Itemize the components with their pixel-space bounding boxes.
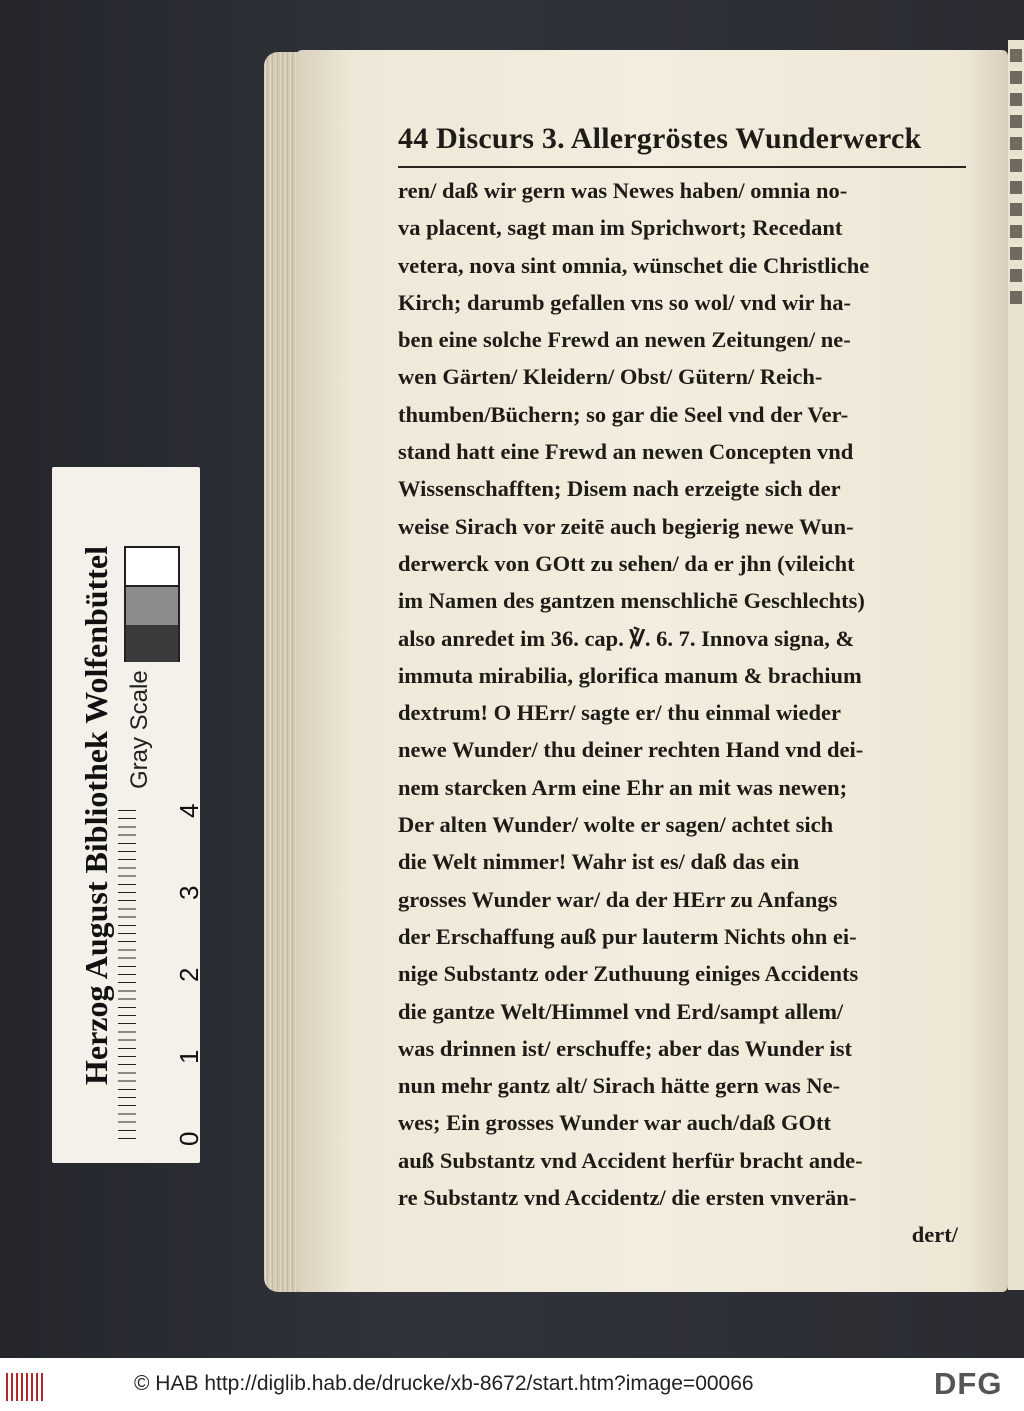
- text-line: nige Substantz oder Zuthuung einiges Accidents: [398, 961, 859, 987]
- text-line: immuta mirabilia, glorifica manum & brachium: [398, 662, 862, 688]
- text-line: Kirch; darumb gefallen vns so wol/ vnd wir ha-: [398, 289, 851, 315]
- ruler-number: 0: [174, 1131, 204, 1147]
- text-line: newe Wunder/ thu deiner rechten Hand vnd dei-: [398, 737, 864, 763]
- text-line: die Welt nimmer! Wahr ist es/ daß das ein: [398, 849, 800, 875]
- text-line: also anredet im 36. cap. ℣. 6. 7. Innova signa, &: [398, 625, 855, 651]
- text-line: die gantze Welt/Himmel vnd Erd/sampt allem/: [398, 998, 844, 1024]
- copyright-url[interactable]: © HAB http://diglib.hab.de/drucke/xb-8672/start.htm?image=00066: [134, 1372, 754, 1395]
- text-line: ren/ daß wir gern was Newes haben/ omnia no-: [398, 178, 848, 203]
- ruler-number: 3: [174, 885, 204, 901]
- book-page-edges: [264, 52, 300, 1292]
- page-header: 44 Discurs 3. Allergröstes Wunderwerck: [398, 122, 922, 155]
- text-line: wes; Ein grosses Wunder war auch/daß GOtt: [398, 1110, 831, 1136]
- text-line: stand hatt eine Frewd an newen Concepten vnd: [398, 439, 854, 465]
- header-rule: [398, 166, 966, 168]
- text-line: thumben/Büchern; so gar die Seel vnd der Ver-: [398, 401, 849, 427]
- text-line: Wissenschafften; Disem nach erzeigte sich der: [398, 476, 841, 502]
- text-line: Der alten Wunder/ wolte er sagen/ achtet sich: [398, 812, 834, 838]
- ruler-ticks: [118, 810, 136, 1140]
- adjacent-page-fragment: [1008, 40, 1024, 1290]
- text-line: wen Gärten/ Kleidern/ Obst/ Gütern/ Reich-: [398, 364, 823, 390]
- library-name: Herzog August Bibliothek Wolfenbüttel: [78, 545, 114, 1085]
- ruler-number: 4: [174, 803, 204, 819]
- ruler-number: 2: [174, 967, 204, 983]
- text-line: weise Sirach vor zeitē auch begierig newe Wun-: [398, 513, 854, 539]
- text-line: ben eine solche Frewd an newen Zeitungen/ ne-: [398, 327, 851, 353]
- gray-scale-patches: [124, 546, 180, 662]
- text-line: dextrum! O HErr/ sagte er/ thu einmal wieder: [398, 700, 842, 726]
- text-line: der Erschaffung auß pur lauterm Nichts ohn ei-: [398, 923, 857, 949]
- text-line: auß Substantz vnd Accident herfür bracht ande-: [398, 1147, 863, 1173]
- ruler-number: 1: [174, 1049, 204, 1065]
- text-line: vetera, nova sint omnia, wünschet die Christliche: [398, 252, 870, 278]
- text-line: im Namen des gantzen menschlichē Geschlechts): [398, 588, 865, 614]
- catchword: dert/: [911, 1222, 958, 1248]
- text-line: nem starcken Arm eine Ehr an mit was newen;: [398, 774, 848, 800]
- page-body-text: [398, 172, 958, 1254]
- hab-logo-icon: [6, 1373, 46, 1401]
- text-line: va placent, sagt man im Sprichwort; Recedant: [398, 215, 843, 241]
- text-line: nun mehr gantz alt/ Sirach hätte gern was Ne-: [398, 1073, 841, 1099]
- text-line: grosses Wunder war/ da der HErr zu Anfangs: [398, 886, 838, 912]
- text-line: was drinnen ist/ erschuffe; aber das Wunder ist: [398, 1035, 853, 1061]
- gray-scale-label: Gray Scale: [126, 670, 153, 790]
- dfg-logo: DFG: [934, 1366, 1003, 1401]
- text-line: re Substantz vnd Accidentz/ die ersten vnverän-: [398, 1185, 857, 1211]
- text-line: derwerck von GOtt zu sehen/ da er jhn (vileicht: [398, 550, 855, 576]
